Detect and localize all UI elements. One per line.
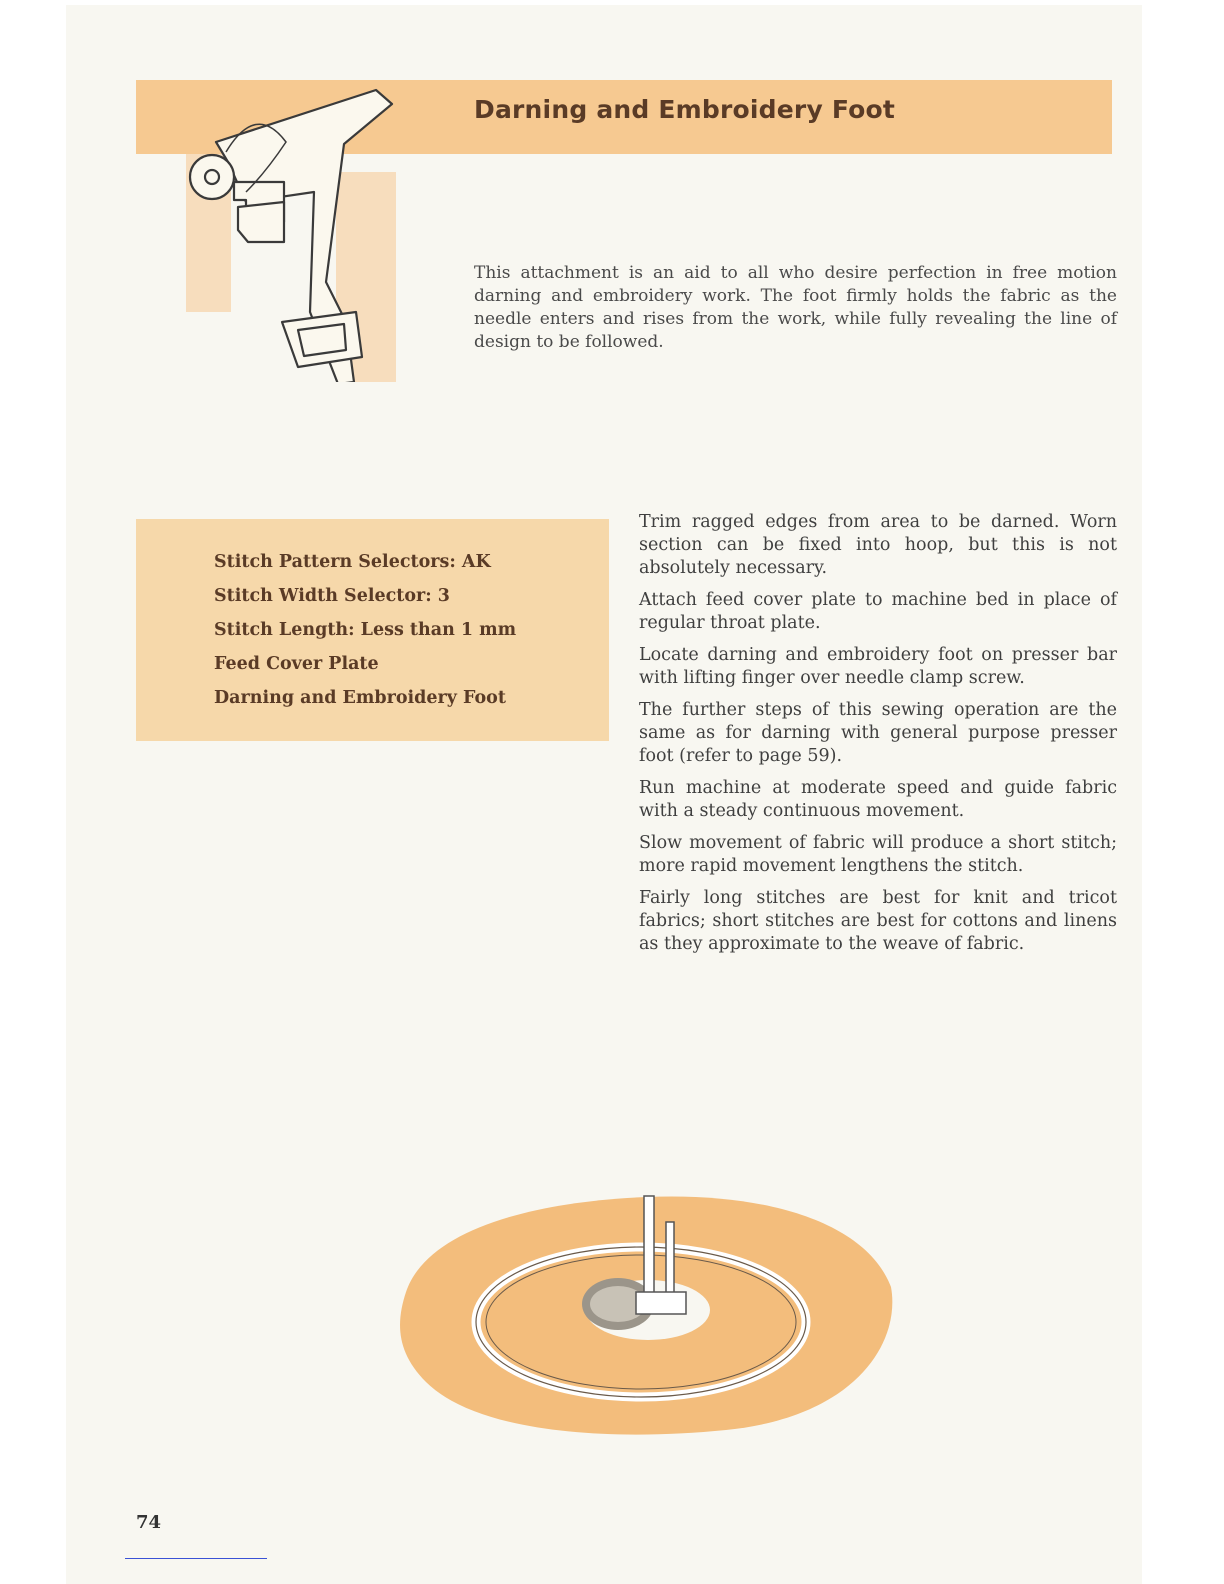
step-stitch-length-advice: Fairly long stitches are best for knit and tricot fabrics; short stitches are best for cottons and linens as they approximate to the weave of fabric. (639, 888, 1117, 954)
setting-stitch-width: Stitch Width Selector: 3 (214, 586, 450, 606)
step-slow-movement: Slow movement of fabric will produce a short stitch; more rapid movement lengthens the stitch. (639, 833, 1117, 876)
step-attach-plate: Attach feed cover plate to machine bed in place of regular throat plate. (639, 590, 1117, 633)
footer-rule (125, 1558, 267, 1559)
step-locate-foot: Locate darning and embroidery foot on presser bar with lifting finger over needle clamp screw. (639, 645, 1117, 688)
steps-list (639, 511, 1117, 965)
setting-stitch-pattern: Stitch Pattern Selectors: AK (214, 552, 491, 572)
step-trim-edges: Trim ragged edges from area to be darned. Worn section can be fixed into hoop, but this is not absolutely necessary. (639, 512, 1117, 578)
setting-foot: Darning and Embroidery Foot (214, 688, 506, 708)
step-further-steps: The further steps of this sewing operation are the same as for darning with general purpose presser foot (refer to page 59). (639, 700, 1117, 766)
settings-list (214, 548, 516, 718)
setting-feed-cover-plate: Feed Cover Plate (214, 654, 379, 674)
intro-paragraph: This attachment is an aid to all who desire perfection in free motion darning and embroidery work. The foot firmly holds the fabric as the needle enters and rises from the work, while fully revealing the line of design to be followed. (474, 263, 1117, 352)
page-title: Darning and Embroidery Foot (474, 95, 896, 124)
page-number: 74 (136, 1512, 162, 1533)
darning-foot-illustration (186, 82, 416, 382)
step-run-machine: Run machine at moderate speed and guide fabric with a steady continuous movement. (639, 778, 1117, 821)
embroidery-hoop-illustration (386, 1192, 896, 1442)
setting-stitch-length: Stitch Length: Less than 1 mm (214, 620, 517, 640)
